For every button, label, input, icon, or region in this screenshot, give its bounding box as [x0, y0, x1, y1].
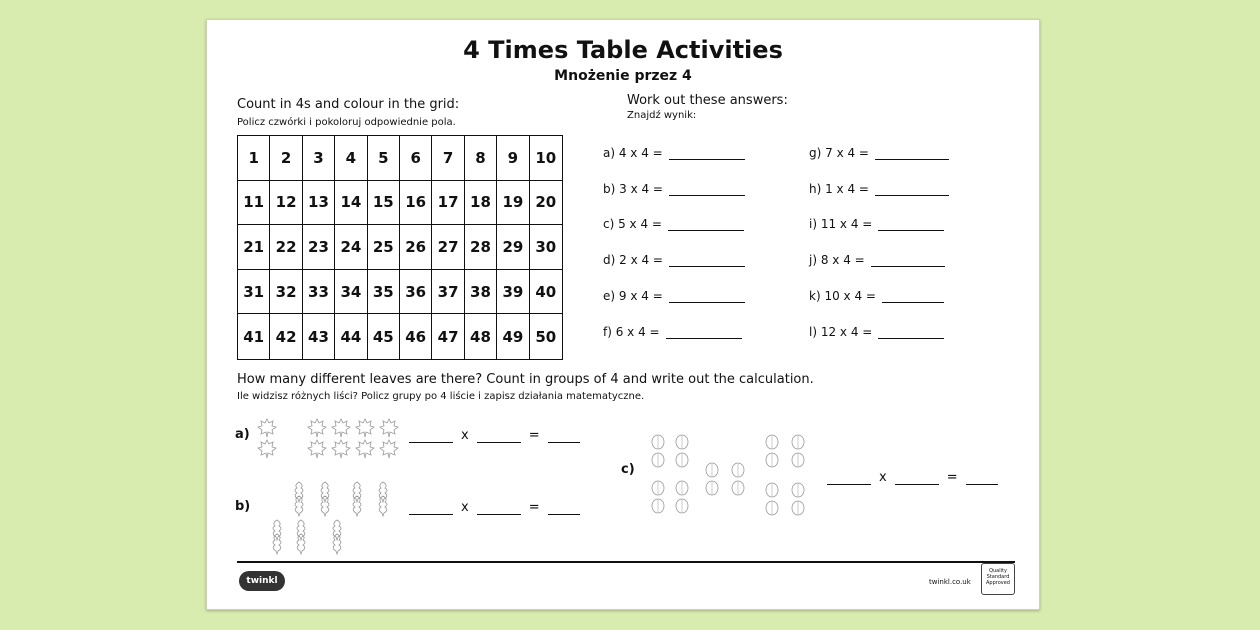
grid-cell[interactable]: 43	[303, 314, 335, 359]
problem-c-calculation	[827, 470, 998, 485]
grid-cell[interactable]: 35	[368, 270, 400, 315]
grid-heading: Count in 4s and colour in the grid:	[237, 97, 460, 112]
question-k	[809, 288, 944, 303]
grid-cell[interactable]: 38	[465, 270, 497, 315]
equals-sign: =	[528, 500, 540, 515]
grid-cell[interactable]: 31	[238, 270, 270, 315]
problem-b-calculation	[409, 500, 580, 515]
grid-cell[interactable]: 25	[368, 225, 400, 270]
grid-cell[interactable]: 18	[465, 181, 497, 226]
question-f	[603, 324, 742, 339]
problem-a-label: a)	[235, 427, 250, 442]
equals-sign: =	[946, 470, 958, 485]
grid-cell[interactable]: 37	[432, 270, 464, 315]
grid-cell[interactable]: 27	[432, 225, 464, 270]
question-h	[809, 181, 949, 196]
oak-leaves-icon	[263, 482, 393, 554]
grid-cell[interactable]: 10	[530, 136, 562, 181]
question-label: h) 1 x 4 =	[809, 182, 869, 196]
question-l	[809, 324, 944, 339]
round-leaves-icon	[647, 432, 817, 522]
problem-a-calculation	[409, 428, 580, 443]
answer-blank[interactable]	[477, 430, 521, 443]
grid-cell[interactable]: 2	[270, 136, 302, 181]
page-title: 4 Times Table Activities	[463, 36, 783, 64]
answer-blank[interactable]	[827, 472, 871, 485]
answer-blank[interactable]	[875, 181, 949, 196]
problem-b-label: b)	[235, 499, 251, 514]
grid-cell[interactable]: 22	[270, 225, 302, 270]
question-e	[603, 288, 745, 303]
grid-cell[interactable]: 26	[400, 225, 432, 270]
grid-cell[interactable]: 44	[335, 314, 367, 359]
answer-blank[interactable]	[409, 502, 453, 515]
question-i	[809, 216, 944, 231]
grid-cell[interactable]: 28	[465, 225, 497, 270]
answer-blank[interactable]	[878, 324, 944, 339]
grid-subheading: Policz czwórki i pokoloruj odpowiednie pola.	[237, 117, 456, 128]
worksheet	[206, 19, 1040, 610]
answer-blank[interactable]	[477, 502, 521, 515]
answer-blank[interactable]	[882, 288, 944, 303]
grid-cell[interactable]: 23	[303, 225, 335, 270]
question-label: b) 3 x 4 =	[603, 182, 663, 196]
answer-blank[interactable]	[668, 216, 744, 231]
answers-heading: Work out these answers:	[627, 93, 788, 108]
grid-cell[interactable]: 8	[465, 136, 497, 181]
question-label: g) 7 x 4 =	[809, 146, 869, 160]
grid-cell[interactable]: 5	[368, 136, 400, 181]
grid-cell[interactable]: 9	[497, 136, 529, 181]
grid-cell[interactable]: 45	[368, 314, 400, 359]
grid-cell[interactable]: 33	[303, 270, 335, 315]
grid-cell[interactable]: 32	[270, 270, 302, 315]
equals-sign: =	[528, 428, 540, 443]
question-label: l) 12 x 4 =	[809, 325, 873, 339]
answer-blank[interactable]	[666, 324, 742, 339]
grid-cell[interactable]: 36	[400, 270, 432, 315]
grid-cell[interactable]: 4	[335, 136, 367, 181]
question-c	[603, 216, 744, 231]
question-d	[603, 252, 745, 267]
question-a	[603, 145, 745, 160]
grid-cell[interactable]: 49	[497, 314, 529, 359]
answer-blank[interactable]	[669, 288, 745, 303]
grid-cell[interactable]: 42	[270, 314, 302, 359]
grid-cell[interactable]: 12	[270, 181, 302, 226]
grid-cell[interactable]: 20	[530, 181, 562, 226]
answer-blank[interactable]	[548, 430, 580, 443]
grid-cell[interactable]: 13	[303, 181, 335, 226]
grid-cell[interactable]: 40	[530, 270, 562, 315]
footer-divider	[237, 561, 1015, 563]
answer-blank[interactable]	[548, 502, 580, 515]
times-sign: x	[879, 470, 887, 485]
grid-cell[interactable]: 11	[238, 181, 270, 226]
answer-blank[interactable]	[669, 252, 745, 267]
quality-badge: Quality Standard Approved	[981, 563, 1015, 595]
times-sign: x	[461, 428, 469, 443]
answer-blank[interactable]	[409, 430, 453, 443]
maple-leaves-icon	[257, 418, 403, 460]
hundred-grid	[237, 135, 563, 360]
page-subtitle: Mnożenie przez 4	[554, 68, 692, 84]
grid-cell[interactable]: 29	[497, 225, 529, 270]
problem-c-label: c)	[621, 462, 635, 477]
grid-cell[interactable]: 34	[335, 270, 367, 315]
grid-cell[interactable]: 17	[432, 181, 464, 226]
grid-cell[interactable]: 46	[400, 314, 432, 359]
question-label: c) 5 x 4 =	[603, 217, 662, 231]
grid-cell[interactable]: 3	[303, 136, 335, 181]
answer-blank[interactable]	[669, 145, 745, 160]
grid-cell[interactable]: 47	[432, 314, 464, 359]
grid-cell[interactable]: 15	[368, 181, 400, 226]
question-label: j) 8 x 4 =	[809, 253, 865, 267]
grid-cell[interactable]: 19	[497, 181, 529, 226]
grid-cell[interactable]: 39	[497, 270, 529, 315]
question-label: i) 11 x 4 =	[809, 217, 873, 231]
question-b	[603, 181, 745, 196]
times-sign: x	[461, 500, 469, 515]
grid-cell[interactable]: 1	[238, 136, 270, 181]
answer-blank[interactable]	[871, 252, 945, 267]
leaves-heading: How many different leaves are there? Count in groups of 4 and write out the calculation.	[237, 372, 814, 387]
grid-cell[interactable]: 14	[335, 181, 367, 226]
grid-cell[interactable]: 41	[238, 314, 270, 359]
question-label: a) 4 x 4 =	[603, 146, 663, 160]
question-j	[809, 252, 945, 267]
twinkl-logo: twinkl	[239, 571, 285, 591]
grid-cell[interactable]: 30	[530, 225, 562, 270]
answer-blank[interactable]	[895, 472, 939, 485]
grid-cell[interactable]: 48	[465, 314, 497, 359]
question-label: e) 9 x 4 =	[603, 289, 663, 303]
answer-blank[interactable]	[966, 472, 998, 485]
answer-blank[interactable]	[669, 181, 745, 196]
answers-subheading: Znajdź wynik:	[627, 110, 697, 121]
answer-blank[interactable]	[875, 145, 949, 160]
grid-cell[interactable]: 7	[432, 136, 464, 181]
grid-cell[interactable]: 50	[535, 327, 557, 346]
grid-cell[interactable]: 21	[238, 225, 270, 270]
grid-cell[interactable]: 24	[335, 225, 367, 270]
footer-url[interactable]: twinkl.co.uk	[929, 578, 971, 586]
grid-cell[interactable]: 16	[400, 181, 432, 226]
question-label: k) 10 x 4 =	[809, 289, 876, 303]
grid-cell[interactable]: 6	[400, 136, 432, 181]
answer-blank[interactable]	[878, 216, 944, 231]
question-g	[809, 145, 949, 160]
question-label: f) 6 x 4 =	[603, 325, 660, 339]
leaves-subheading: Ile widzisz różnych liści? Policz grupy po 4 liście i zapisz działania matematyczne.	[237, 391, 645, 402]
question-label: d) 2 x 4 =	[603, 253, 663, 267]
